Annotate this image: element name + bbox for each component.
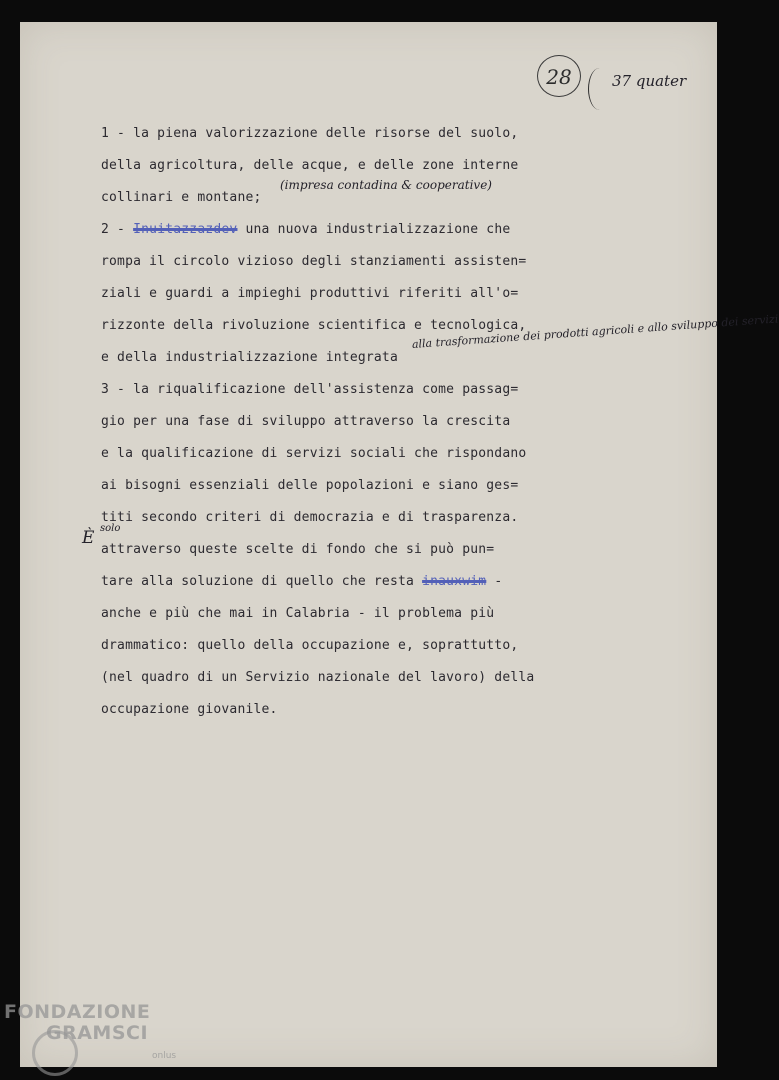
handwritten-note-2: alla trasformazione dei prodotti agricoli e allo sviluppo dei servizi [411, 312, 779, 351]
item-number-2: 2 - [101, 222, 134, 237]
text-line: attraverso queste scelte di fondo che si può pun= [101, 542, 495, 557]
inserted-word: solo [100, 523, 121, 534]
line-tail: una nuova industrializzazione che [245, 222, 511, 237]
text-line: 1 - la piena valorizzazione delle risorse del suolo, [101, 126, 519, 141]
text-line: e della industrializzazione integrata [101, 350, 398, 365]
text-line: della agricoltura, delle acque, e delle zone interne [101, 158, 519, 173]
text-line: occupazione giovanile. [101, 702, 278, 717]
margin-letter: È [82, 528, 95, 548]
text-line: e la qualificazione di servizi sociali che rispondano [101, 446, 527, 461]
text-line: collinari e montane; [101, 190, 262, 205]
text-line: ai bisogni essenziali delle popolazioni e siano ges= [101, 478, 519, 493]
watermark-logo [4, 1001, 177, 1061]
text-line: 3 - la riqualificazione dell'assistenza come passag= [101, 382, 519, 397]
text-line: drammatico: quello della occupazione e, soprattutto, [101, 638, 519, 653]
page-note: 37 quater [612, 72, 687, 90]
struck-word: Inuitazzazdev [133, 222, 238, 237]
line-tail: - [486, 574, 503, 589]
text-line: (nel quadro di un Servizio nazionale del lavoro) della [101, 670, 535, 685]
text-line [101, 214, 561, 246]
struck-word: inauxwim [422, 574, 487, 589]
typed-text [101, 118, 561, 726]
text-line: rompa il circolo vizioso degli stanziamenti assisten= [101, 254, 527, 269]
watermark-line1: FONDAZIONE [4, 1001, 151, 1023]
text-line: titi secondo criteri di democrazia e di trasparenza. [101, 510, 519, 525]
handwritten-note-1: (impresa contadina & cooperative) [280, 178, 492, 192]
text-line: ziali e guardi a impieghi produttivi riferiti all'o= [101, 286, 519, 301]
page-number-circle: 28 [537, 55, 581, 97]
watermark-line2: GRAMSCI [46, 1022, 149, 1044]
text-line: rizzonte della rivoluzione scientifica e tecnologica, [101, 318, 527, 333]
text-line [101, 566, 561, 598]
text-line: gio per una fase di sviluppo attraverso la crescita [101, 414, 511, 429]
text-line: anche e più che mai in Calabria - il problema più [101, 606, 495, 621]
page-note-bracket [588, 68, 611, 110]
watermark-line3: onlus [152, 1051, 177, 1061]
line-head: tare alla soluzione di quello che resta [101, 574, 415, 589]
